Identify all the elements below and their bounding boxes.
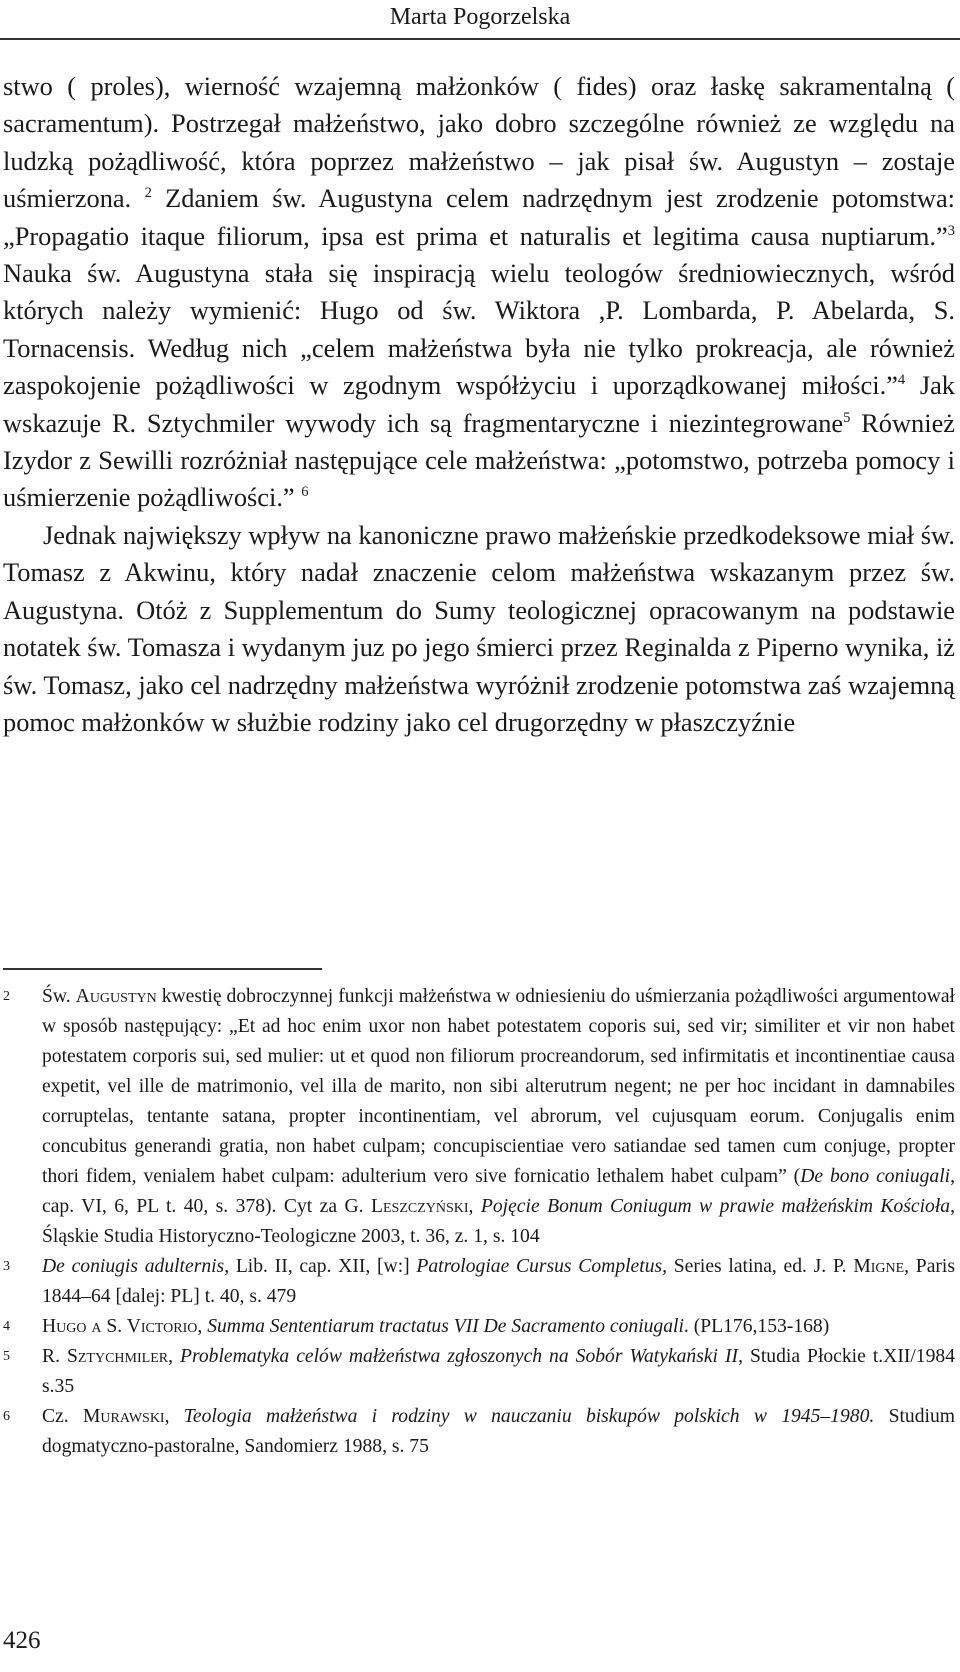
- fn-text: Cz.: [42, 1406, 83, 1427]
- fn-text: , Lib. II, cap. XII, [w:]: [224, 1256, 417, 1277]
- fn-title: De bono coniugali: [800, 1166, 951, 1187]
- footnote-number: 2: [3, 989, 10, 1004]
- fn-title: Teologia małżeństwa i rodziny w nauczaniu biskupów polskich w 1945–1980.: [183, 1406, 875, 1427]
- fn-title: Patrologiae Cursus Completus,: [416, 1256, 668, 1277]
- paragraph-text: Nauka św. Augustyna stała się inspiracją wielu teologów średniowiecznych, wśród których należy wymienić: Hugo od św. Wiktora ,P. Lombarda, P. Abelarda, S. Tornacensis. Według nich „celem małżeństwa była nie tylko prokreacja, ale również zaspokojenie pożądliwości w zgodnym współżyciu i uporządkowanej miłości.”: [3, 258, 955, 401]
- footnote-3: [3, 1252, 955, 1312]
- footnote-5: [3, 1342, 955, 1402]
- footnote-number: 4: [3, 1319, 10, 1334]
- fn-author: Hugo a S. Victorio: [42, 1316, 198, 1337]
- footnote-ref: 6: [301, 484, 309, 501]
- paragraph-text: stwo ( proles), wierność wzajemną małżonków ( fides) oraz łaskę sakramentalną ( sacramentum). Postrzegał małżeństwo, jako dobro szczególne również ze względu na ludzką pożądliwość, która poprzez małżeństwo – jak pisał św. Augustyn – zostaje uśmierzona.: [3, 71, 955, 214]
- footnote-ref: 4: [897, 372, 906, 389]
- footnote-number: 3: [3, 1259, 10, 1274]
- fn-text: Św.: [42, 986, 76, 1007]
- footnote-text: [42, 1312, 955, 1342]
- fn-text: ,: [168, 1346, 181, 1367]
- paragraph-2: Jednak największy wpływ na kanoniczne prawo małżeńskie przedkodeksowe miał św. Tomasz z Akwinu, który nadał znaczenie celom małżeństwa wskazanym przez św. Augustyna. Otóż z Supplementum do Sumy teologicznej opracowanym na podstawie notatek św. Tomasza i wydanym juz po jego śmierci przez Reginalda z Piperno wynika, iż św. Tomasz, jako cel nadrzędny małżeństwa wyróżnił zrodzenie potomstwa zaś wzajemną pomoc małżonków w służbie rodziny jako cel drugorzędny w płaszczyźnie: [3, 519, 955, 737]
- header-rule: [0, 38, 960, 40]
- fn-author: Murawski: [82, 1406, 165, 1427]
- fn-author: Augustyn: [75, 986, 157, 1007]
- footnote-ref: 3: [947, 222, 955, 239]
- footnote-number: 5: [3, 1349, 10, 1364]
- footnote-6: [3, 1402, 955, 1462]
- fn-text: kwestię dobroczynnej funkcji małżeństwa w odniesieniu do uśmierzania pożądliwości argumentował w sposób następujący: „Et ad hoc enim uxor non habet potestatem coporis sui, sed vir; similiter et vir non habet potestatem corporis sui, sed mulier: ut et quod non filiorum procreandorum, sed infirmitatis et incontinentiae causa expetit, vel ille de matrimonio, vel illa de marito, non sibi alterutrum negent; ne per hoc incidant in damnabiles corruptelas, tentante satana, propter incontinentiam, vel abrorum, vel cujusquam eorum. Conjugalis enim concubitus generandi gratia, non habet culpam; concupiscientiae vero satiandae sed tamen cum conjuge, propter thori fidem, venialem habet culpam: adulterium vero sive fornicatio lethalem habet culpam” (: [42, 986, 955, 1187]
- footnote-number: 6: [3, 1409, 10, 1424]
- footnote-ref: 2: [144, 185, 152, 202]
- paragraph-text: Jak wskazuje R. Sztychmiler wywody ich są fragmentaryczne i niezintegrowane: [3, 370, 955, 438]
- fn-text: , Paris 1844–64 [dalej: PL] t. 40, s. 479: [42, 1256, 955, 1307]
- footnote-text: [42, 1402, 955, 1462]
- footnote-text: [42, 1252, 955, 1312]
- footnote-4: [3, 1312, 955, 1342]
- footnote-text: [42, 982, 955, 1252]
- fn-title: Problematyka celów małżeństwa zgłoszonych na Sobór Watykański II: [180, 1346, 739, 1367]
- footnote-ref: 5: [843, 409, 851, 426]
- footnote-text: [42, 1342, 955, 1402]
- fn-text: ,: [197, 1316, 208, 1337]
- fn-title: Summa Sententiarum tractatus VII De Sacramento coniugali: [207, 1316, 684, 1337]
- fn-text: Series latina, ed. J. P.: [667, 1256, 854, 1277]
- fn-author: Migne: [853, 1256, 905, 1277]
- fn-text: , Śląskie Studia Historyczno-Teologiczne 2003, t. 36, z. 1, s. 104: [42, 1196, 956, 1247]
- fn-text: , cap. VI, 6, PL t. 40, s. 378). Cyt za G.: [42, 1166, 956, 1217]
- fn-text: Studium dogmatyczno-pastoralne, Sandomierz 1988, s. 75: [42, 1406, 955, 1457]
- footnote-rule: [3, 968, 322, 970]
- fn-text: ,: [468, 1196, 481, 1217]
- paragraph-text: Również Izydor z Sewilli rozróżniał następujące cele małżeństwa: „potomstwo, potrzeba pomocy i uśmierzenie pożądliwości.”: [3, 407, 955, 513]
- running-header: Marta Pogorzelska: [389, 4, 571, 30]
- fn-text: , Studia Płockie t.XII/1984 s.35: [42, 1346, 955, 1397]
- main-text: [3, 68, 955, 741]
- fn-author: Sztychmiler: [66, 1346, 169, 1367]
- footnotes: [3, 982, 955, 1462]
- fn-text: ,: [164, 1406, 184, 1427]
- page-number: 426: [3, 1627, 41, 1654]
- paragraph-1: [3, 68, 955, 517]
- fn-text: . (PL176,153-168): [683, 1316, 830, 1337]
- fn-text: R.: [42, 1346, 67, 1367]
- paragraph-text: Zdaniem św. Augustyna celem nadrzędnym jest zrodzenie potomstwa: „Propagatio itaque filiorum, ipsa est prima et naturalis et legitima causa nuptiarum.”: [3, 183, 955, 251]
- fn-title: Pojęcie Bonum Coniugum w prawie małżeńskim Kościoła: [480, 1196, 951, 1217]
- fn-title: De coniugis adulternis: [42, 1256, 225, 1277]
- footnote-2: [3, 982, 955, 1252]
- fn-author: Leszczyński: [371, 1196, 469, 1217]
